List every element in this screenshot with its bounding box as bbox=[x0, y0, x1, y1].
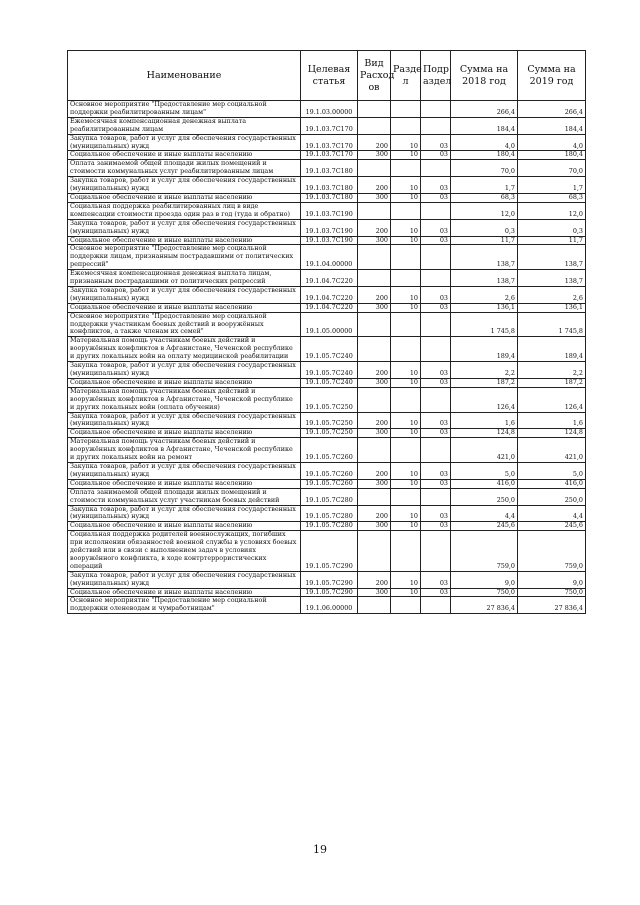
header-subsection: Подр аздел bbox=[421, 51, 451, 101]
header-article: Целевая статья bbox=[301, 51, 358, 101]
cell-subsection bbox=[421, 101, 451, 118]
cell-article: 19.1.03.7С170 bbox=[301, 117, 358, 134]
cell-sum-2018: 266,4 bbox=[451, 101, 518, 118]
cell-subsection bbox=[421, 597, 451, 614]
table-row bbox=[68, 177, 586, 194]
cell-expense-type: 300 bbox=[358, 429, 391, 438]
cell-expense-type: 300 bbox=[358, 522, 391, 531]
cell-sum-2019: 4,0 bbox=[518, 134, 586, 151]
cell-sum-2019: 245,6 bbox=[518, 522, 586, 531]
cell-subsection: 03 bbox=[421, 522, 451, 531]
cell-sum-2019: 750,0 bbox=[518, 588, 586, 597]
cell-sum-2019: 250,0 bbox=[518, 488, 586, 505]
cell-sum-2018: 138,7 bbox=[451, 245, 518, 270]
cell-section: 10 bbox=[391, 479, 421, 488]
cell-sum-2018: 27 836,4 bbox=[451, 597, 518, 614]
cell-article: 19.1.05.7С260 bbox=[301, 438, 358, 463]
cell-name: Закупка товаров, работ и услуг для обеспечения государственных (муниципальных) нужд bbox=[68, 362, 301, 379]
cell-sum-2019: 1,6 bbox=[518, 412, 586, 429]
cell-section bbox=[391, 117, 421, 134]
cell-section bbox=[391, 270, 421, 287]
table-row bbox=[68, 303, 586, 312]
cell-article: 19.1.05.7С280 bbox=[301, 488, 358, 505]
cell-article: 19.1.03.7С170 bbox=[301, 134, 358, 151]
cell-sum-2018: 4,0 bbox=[451, 134, 518, 151]
cell-sum-2018: 1,6 bbox=[451, 412, 518, 429]
cell-section bbox=[391, 387, 421, 412]
cell-subsection bbox=[421, 438, 451, 463]
cell-subsection bbox=[421, 245, 451, 270]
cell-sum-2018: 124,8 bbox=[451, 429, 518, 438]
cell-article: 19.1.05.7С280 bbox=[301, 522, 358, 531]
cell-section bbox=[391, 245, 421, 270]
cell-sum-2018: 421,0 bbox=[451, 438, 518, 463]
table-row bbox=[68, 387, 586, 412]
cell-sum-2019: 138,7 bbox=[518, 270, 586, 287]
cell-sum-2018: 0,3 bbox=[451, 219, 518, 236]
cell-name: Основное мероприятие "Предоставление мер социальной поддержки участникам боевых действий и вооружённых конфликтов, а также членам их семей" bbox=[68, 312, 301, 337]
cell-sum-2018: 245,6 bbox=[451, 522, 518, 531]
table-row bbox=[68, 202, 586, 219]
cell-expense-type: 200 bbox=[358, 286, 391, 303]
cell-article: 19.1.03.7С170 bbox=[301, 151, 358, 160]
cell-name: Основное мероприятие "Предоставление мер социальной поддержки оленеводам и чумработницам" bbox=[68, 597, 301, 614]
cell-subsection: 03 bbox=[421, 303, 451, 312]
cell-article: 19.1.05.7С240 bbox=[301, 337, 358, 362]
cell-section: 10 bbox=[391, 429, 421, 438]
cell-subsection: 03 bbox=[421, 177, 451, 194]
cell-expense-type bbox=[358, 245, 391, 270]
cell-expense-type: 300 bbox=[358, 588, 391, 597]
cell-expense-type: 300 bbox=[358, 479, 391, 488]
cell-section: 10 bbox=[391, 151, 421, 160]
cell-name: Материальная помощь участникам боевых действий и вооружённых конфликтов в Афганистане, Чеченской республике и других локальных войн (оплата обучения) bbox=[68, 387, 301, 412]
cell-sum-2019: 1 745,8 bbox=[518, 312, 586, 337]
cell-section bbox=[391, 160, 421, 177]
cell-sum-2019: 2,2 bbox=[518, 362, 586, 379]
budget-table-sheet bbox=[67, 50, 585, 614]
cell-expense-type: 300 bbox=[358, 378, 391, 387]
cell-name: Закупка товаров, работ и услуг для обеспечения государственных (муниципальных) нужд bbox=[68, 219, 301, 236]
cell-sum-2018: 1,7 bbox=[451, 177, 518, 194]
cell-subsection: 03 bbox=[421, 219, 451, 236]
cell-sum-2018: 4,4 bbox=[451, 505, 518, 522]
cell-sum-2018: 750,0 bbox=[451, 588, 518, 597]
cell-sum-2018: 416,0 bbox=[451, 479, 518, 488]
cell-sum-2018: 12,0 bbox=[451, 202, 518, 219]
cell-sum-2019: 416,0 bbox=[518, 479, 586, 488]
cell-name: Материальная помощь участникам боевых действий и вооружённых конфликтов в Афганистане, Чеченской республике и других локальных войн на оплату медицинской реабилитации bbox=[68, 337, 301, 362]
cell-subsection bbox=[421, 202, 451, 219]
cell-sum-2019: 126,4 bbox=[518, 387, 586, 412]
cell-expense-type: 200 bbox=[358, 134, 391, 151]
table-row bbox=[68, 270, 586, 287]
cell-name: Социальное обеспечение и иные выплаты населению bbox=[68, 522, 301, 531]
cell-name: Основное мероприятие "Предоставление мер социальной поддержки лицам, признанным пострадавшими от политических репрессий" bbox=[68, 245, 301, 270]
cell-expense-type bbox=[358, 312, 391, 337]
cell-sum-2019: 27 836,4 bbox=[518, 597, 586, 614]
table-header-row bbox=[68, 51, 586, 101]
table-row bbox=[68, 101, 586, 118]
cell-subsection: 03 bbox=[421, 588, 451, 597]
cell-section: 10 bbox=[391, 303, 421, 312]
cell-article: 19.1.05.7С250 bbox=[301, 387, 358, 412]
cell-article: 19.1.05.7С250 bbox=[301, 429, 358, 438]
cell-expense-type bbox=[358, 597, 391, 614]
cell-sum-2019: 68,3 bbox=[518, 193, 586, 202]
cell-sum-2019: 187,2 bbox=[518, 378, 586, 387]
budget-table bbox=[67, 50, 586, 614]
cell-sum-2019: 184,4 bbox=[518, 117, 586, 134]
cell-expense-type: 200 bbox=[358, 219, 391, 236]
cell-expense-type bbox=[358, 337, 391, 362]
cell-article: 19.1.05.7С290 bbox=[301, 531, 358, 572]
cell-name: Закупка товаров, работ и услуг для обеспечения государственных (муниципальных) нужд bbox=[68, 505, 301, 522]
cell-sum-2018: 2,6 bbox=[451, 286, 518, 303]
cell-section: 10 bbox=[391, 134, 421, 151]
table-row bbox=[68, 488, 586, 505]
cell-article: 19.1.05.7С280 bbox=[301, 505, 358, 522]
cell-name: Социальное обеспечение и иные выплаты населению bbox=[68, 588, 301, 597]
cell-expense-type bbox=[358, 531, 391, 572]
cell-section: 10 bbox=[391, 412, 421, 429]
cell-subsection: 03 bbox=[421, 236, 451, 245]
cell-name: Социальное обеспечение и иные выплаты населению bbox=[68, 193, 301, 202]
header-section: Разде л bbox=[391, 51, 421, 101]
cell-section bbox=[391, 438, 421, 463]
cell-sum-2018: 9,0 bbox=[451, 571, 518, 588]
cell-article: 19.1.03.00000 bbox=[301, 101, 358, 118]
cell-expense-type bbox=[358, 438, 391, 463]
cell-sum-2018: 1 745,8 bbox=[451, 312, 518, 337]
cell-name: Оплата занимаемой общей площади жилых помещений и стоимости коммунальных услуг реабилитированным лицам bbox=[68, 160, 301, 177]
cell-sum-2018: 70,0 bbox=[451, 160, 518, 177]
cell-subsection: 03 bbox=[421, 479, 451, 488]
table-row bbox=[68, 462, 586, 479]
cell-name: Закупка товаров, работ и услуг для обеспечения государственных (муниципальных) нужд bbox=[68, 412, 301, 429]
cell-article: 19.1.05.7С260 bbox=[301, 479, 358, 488]
cell-name: Закупка товаров, работ и услуг для обеспечения государственных (муниципальных) нужд bbox=[68, 462, 301, 479]
header-sum-2018: Сумма на 2018 год bbox=[451, 51, 518, 101]
cell-section: 10 bbox=[391, 571, 421, 588]
cell-section bbox=[391, 202, 421, 219]
cell-name: Социальное обеспечение и иные выплаты населению bbox=[68, 429, 301, 438]
cell-article: 19.1.04.7С220 bbox=[301, 303, 358, 312]
cell-section: 10 bbox=[391, 286, 421, 303]
cell-sum-2018: 189,4 bbox=[451, 337, 518, 362]
cell-expense-type: 300 bbox=[358, 236, 391, 245]
cell-article: 19.1.04.7С220 bbox=[301, 286, 358, 303]
cell-name: Закупка товаров, работ и услуг для обеспечения государственных (муниципальных) нужд bbox=[68, 571, 301, 588]
cell-subsection: 03 bbox=[421, 286, 451, 303]
cell-subsection: 03 bbox=[421, 362, 451, 379]
cell-sum-2019: 189,4 bbox=[518, 337, 586, 362]
cell-name: Социальное обеспечение и иные выплаты населению bbox=[68, 378, 301, 387]
cell-article: 19.1.05.7С290 bbox=[301, 588, 358, 597]
cell-expense-type: 300 bbox=[358, 303, 391, 312]
header-name: Наименование bbox=[68, 51, 301, 101]
cell-name: Закупка товаров, работ и услуг для обеспечения государственных (муниципальных) нужд bbox=[68, 134, 301, 151]
cell-sum-2018: 2,2 bbox=[451, 362, 518, 379]
table-row bbox=[68, 479, 586, 488]
cell-article: 19.1.05.7С290 bbox=[301, 571, 358, 588]
cell-name: Закупка товаров, работ и услуг для обеспечения государственных (муниципальных) нужд bbox=[68, 177, 301, 194]
table-row bbox=[68, 505, 586, 522]
cell-expense-type: 200 bbox=[358, 462, 391, 479]
cell-article: 19.1.05.7С260 bbox=[301, 462, 358, 479]
cell-name: Социальное обеспечение и иные выплаты населению bbox=[68, 303, 301, 312]
cell-name: Основное мероприятие "Предоставление мер социальной поддержки реабилитированным лицам" bbox=[68, 101, 301, 118]
cell-sum-2018: 5,0 bbox=[451, 462, 518, 479]
cell-name: Оплата занимаемой общей площади жилых помещений и стоимости коммунальных услуг участникам боевых действий bbox=[68, 488, 301, 505]
cell-sum-2019: 124,8 bbox=[518, 429, 586, 438]
cell-subsection: 03 bbox=[421, 151, 451, 160]
cell-expense-type: 200 bbox=[358, 412, 391, 429]
cell-sum-2019: 5,0 bbox=[518, 462, 586, 479]
cell-sum-2018: 184,4 bbox=[451, 117, 518, 134]
cell-sum-2018: 759,0 bbox=[451, 531, 518, 572]
cell-section bbox=[391, 337, 421, 362]
page-number: 19 bbox=[313, 843, 327, 856]
cell-section bbox=[391, 531, 421, 572]
cell-sum-2019: 1,7 bbox=[518, 177, 586, 194]
cell-expense-type bbox=[358, 160, 391, 177]
cell-article: 19.1.04.00000 bbox=[301, 245, 358, 270]
cell-section bbox=[391, 597, 421, 614]
cell-section: 10 bbox=[391, 588, 421, 597]
cell-name: Социальная поддержка родителей военнослужащих, погибших при исполнении обязанностей военной службы в условиях боевых действий или в связи с выполнением задач в условиях вооружённого конфликта, в ходе контртеррористических операций bbox=[68, 531, 301, 572]
cell-subsection bbox=[421, 270, 451, 287]
cell-subsection: 03 bbox=[421, 134, 451, 151]
cell-sum-2019: 11,7 bbox=[518, 236, 586, 245]
table-row bbox=[68, 438, 586, 463]
cell-section: 10 bbox=[391, 378, 421, 387]
cell-section: 10 bbox=[391, 462, 421, 479]
cell-expense-type bbox=[358, 488, 391, 505]
table-row bbox=[68, 312, 586, 337]
cell-sum-2019: 138,7 bbox=[518, 245, 586, 270]
cell-expense-type: 300 bbox=[358, 151, 391, 160]
cell-section: 10 bbox=[391, 236, 421, 245]
cell-expense-type: 200 bbox=[358, 177, 391, 194]
cell-sum-2019: 421,0 bbox=[518, 438, 586, 463]
cell-article: 19.1.03.7С190 bbox=[301, 202, 358, 219]
table-row bbox=[68, 378, 586, 387]
cell-name: Материальная помощь участникам боевых действий и вооружённых конфликтов в Афганистане, Чеченской республике и других локальных войн на ремонт bbox=[68, 438, 301, 463]
cell-subsection: 03 bbox=[421, 462, 451, 479]
cell-subsection: 03 bbox=[421, 571, 451, 588]
cell-expense-type bbox=[358, 101, 391, 118]
cell-article: 19.1.03.7С190 bbox=[301, 219, 358, 236]
cell-name: Ежемесячная компенсационная денежная выплата лицам, признанным пострадавшими от политических репрессий bbox=[68, 270, 301, 287]
cell-article: 19.1.06.00000 bbox=[301, 597, 358, 614]
cell-expense-type: 200 bbox=[358, 571, 391, 588]
cell-article: 19.1.03.7С180 bbox=[301, 160, 358, 177]
cell-article: 19.1.03.7С190 bbox=[301, 236, 358, 245]
cell-expense-type: 200 bbox=[358, 362, 391, 379]
table-row bbox=[68, 412, 586, 429]
cell-sum-2018: 187,2 bbox=[451, 378, 518, 387]
cell-section: 10 bbox=[391, 505, 421, 522]
cell-sum-2019: 70,0 bbox=[518, 160, 586, 177]
table-row bbox=[68, 362, 586, 379]
cell-article: 19.1.05.7С240 bbox=[301, 378, 358, 387]
cell-article: 19.1.04.7С220 bbox=[301, 270, 358, 287]
cell-article: 19.1.05.7С240 bbox=[301, 362, 358, 379]
cell-section: 10 bbox=[391, 219, 421, 236]
table-row bbox=[68, 597, 586, 614]
cell-subsection: 03 bbox=[421, 429, 451, 438]
cell-subsection: 03 bbox=[421, 378, 451, 387]
cell-section bbox=[391, 488, 421, 505]
cell-name: Социальное обеспечение и иные выплаты населению bbox=[68, 151, 301, 160]
table-row bbox=[68, 134, 586, 151]
cell-expense-type bbox=[358, 202, 391, 219]
cell-section: 10 bbox=[391, 522, 421, 531]
table-body bbox=[68, 101, 586, 614]
cell-name: Социальное обеспечение и иные выплаты населению bbox=[68, 479, 301, 488]
cell-expense-type bbox=[358, 387, 391, 412]
cell-expense-type: 200 bbox=[358, 505, 391, 522]
cell-sum-2019: 180,4 bbox=[518, 151, 586, 160]
cell-expense-type: 300 bbox=[358, 193, 391, 202]
cell-article: 19.1.03.7С180 bbox=[301, 177, 358, 194]
cell-subsection bbox=[421, 488, 451, 505]
cell-subsection bbox=[421, 387, 451, 412]
table-row bbox=[68, 160, 586, 177]
cell-name: Социальное обеспечение и иные выплаты населению bbox=[68, 236, 301, 245]
table-row bbox=[68, 531, 586, 572]
cell-subsection bbox=[421, 117, 451, 134]
cell-sum-2019: 2,6 bbox=[518, 286, 586, 303]
cell-subsection: 03 bbox=[421, 193, 451, 202]
cell-name: Ежемесячная компенсационная денежная выплата реабилитированным лицам bbox=[68, 117, 301, 134]
cell-sum-2018: 126,4 bbox=[451, 387, 518, 412]
table-row bbox=[68, 117, 586, 134]
cell-section bbox=[391, 312, 421, 337]
cell-section: 10 bbox=[391, 362, 421, 379]
cell-sum-2019: 9,0 bbox=[518, 571, 586, 588]
cell-article: 19.1.05.7С250 bbox=[301, 412, 358, 429]
cell-article: 19.1.05.00000 bbox=[301, 312, 358, 337]
cell-subsection bbox=[421, 337, 451, 362]
cell-expense-type bbox=[358, 117, 391, 134]
cell-sum-2019: 136,1 bbox=[518, 303, 586, 312]
cell-name: Закупка товаров, работ и услуг для обеспечения государственных (муниципальных) нужд bbox=[68, 286, 301, 303]
cell-section: 10 bbox=[391, 193, 421, 202]
cell-subsection: 03 bbox=[421, 412, 451, 429]
cell-sum-2018: 11,7 bbox=[451, 236, 518, 245]
header-expense-type: Вид Расход ов bbox=[358, 51, 391, 101]
cell-subsection: 03 bbox=[421, 505, 451, 522]
table-row bbox=[68, 571, 586, 588]
table-row bbox=[68, 245, 586, 270]
cell-sum-2018: 138,7 bbox=[451, 270, 518, 287]
cell-subsection bbox=[421, 531, 451, 572]
cell-sum-2019: 266,4 bbox=[518, 101, 586, 118]
cell-section: 10 bbox=[391, 177, 421, 194]
cell-subsection bbox=[421, 160, 451, 177]
cell-sum-2019: 759,0 bbox=[518, 531, 586, 572]
cell-sum-2019: 12,0 bbox=[518, 202, 586, 219]
cell-sum-2018: 68,3 bbox=[451, 193, 518, 202]
table-row bbox=[68, 286, 586, 303]
table-row bbox=[68, 337, 586, 362]
table-row bbox=[68, 219, 586, 236]
cell-subsection bbox=[421, 312, 451, 337]
cell-expense-type bbox=[358, 270, 391, 287]
cell-sum-2018: 180,4 bbox=[451, 151, 518, 160]
cell-section bbox=[391, 101, 421, 118]
header-sum-2019: Сумма на 2019 год bbox=[518, 51, 586, 101]
cell-sum-2019: 0,3 bbox=[518, 219, 586, 236]
cell-name: Социальная поддержка реабилитированных лиц в виде компенсации стоимости проезда один раз в год (туда и обратно) bbox=[68, 202, 301, 219]
cell-article: 19.1.03.7С180 bbox=[301, 193, 358, 202]
cell-sum-2019: 4,4 bbox=[518, 505, 586, 522]
cell-sum-2018: 250,0 bbox=[451, 488, 518, 505]
cell-sum-2018: 136,1 bbox=[451, 303, 518, 312]
